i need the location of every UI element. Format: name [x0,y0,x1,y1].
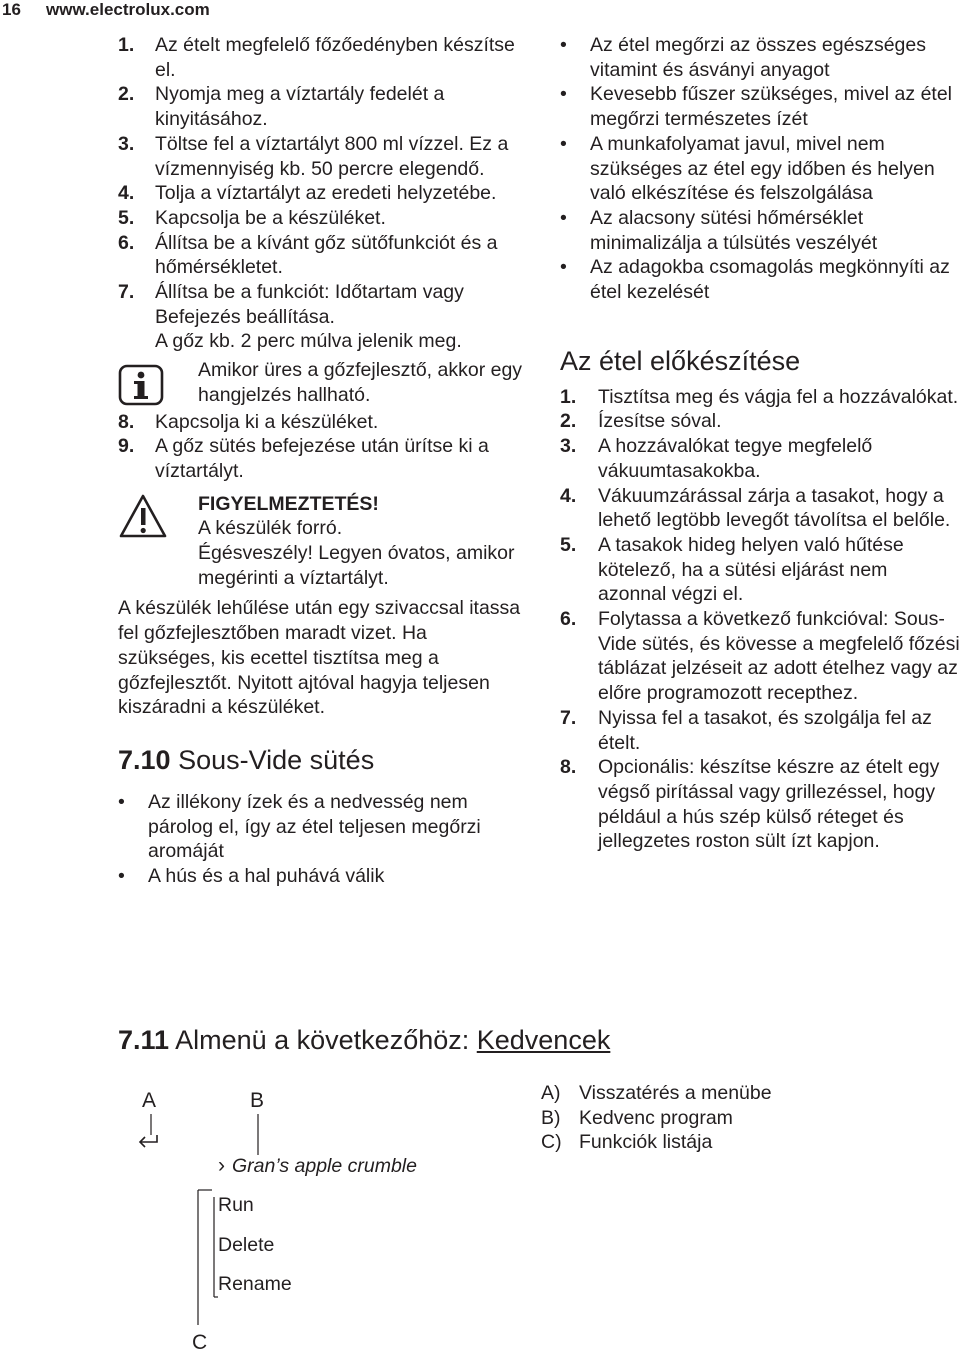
step-number: 6. [118,231,135,254]
legend-item [541,1130,772,1155]
section-number: 7.10 [118,744,171,775]
bullet-text: Kevesebb fűszer szükséges, mivel az étel megőrzi természetes ízét [590,83,953,131]
step-number: 3. [118,132,135,155]
step-number: 8. [560,756,577,779]
info-note-text: Amikor üres a gőzfejlesztő, akkor egy hangjelzés hallható. [198,359,523,406]
back-arrow-icon [140,1135,157,1147]
bullet-text: A hús és a hal puhává válik [148,865,385,888]
step-number: 2. [118,83,135,106]
step-number: 3. [560,435,577,458]
cleanup-paragraph: A készülék lehűlése után egy szivaccsal itassa fel gőzfejlesztőben maradt vizet. Ha szükséges, kis ecettel tisztítsa meg a gőzfejlesztőt. Nyitott ajtóval hagyja teljesen kiszáradni a készüléket. [118,597,521,719]
bullet-text: Az adagokba csomagolás megkönnyíti az étel kezelését [590,256,950,304]
step-number: 7. [560,706,577,729]
menu-item-delete: Delete [218,1234,275,1256]
step-number: 9. [118,435,135,458]
legend-item [541,1106,772,1131]
step-number: 1. [118,34,135,56]
diagram-label-b: B [250,1089,265,1112]
legend-key: B) [541,1106,561,1129]
menu-item-run: Run [218,1194,254,1216]
section-heading-preparation: Az étel előkészítése [560,345,801,376]
step-number: 1. [560,385,577,408]
step-text: Állítsa be a funkciót: Időtartam vagy Befejezés beállítása. [155,281,464,328]
list-item: • Az étel megőrzi az összes egészséges vitamint és ásványi anyagot [560,34,926,81]
section-title-link: Kedvencek [476,1025,611,1055]
step-text: A tasakok hideg helyen való hűtése kötelező, ha a sütési eljárást nem azonnal végzi el. [598,533,904,606]
warning-title: FIGYELMEZTETÉS! [198,492,379,515]
step-text: Töltse fel a víztartályt 800 ml vízzel. Ez a vízmennyiség kb. 50 percre elegendő. [155,132,509,180]
bullet-text: Az alacsony sütési hőmérséklet minimalizálja a túlsütés veszélyét [590,206,878,254]
diagram-label-c: C [192,1331,208,1354]
list-item: • Az adagokba csomagolás megkönnyíti az étel kezelését [560,256,950,304]
step-text: Vákuumzárással zárja a tasakot, hogy a lehető legtöbb levegőt távolítsa el belőle. [598,484,951,532]
list-item: • Az illékony ízek és a nedvesség nem párolog el, így az étel teljesen megőrzi aromáját [118,790,481,863]
menu-item-rename: Rename [218,1273,292,1295]
step-text: A gőz sütés befejezése után ürítse ki a víztartályt. [155,435,489,482]
bullet-text: A munkafolyamat javul, mivel nem szükséges az étel egy időben és helyen való elkészítése és felszolgálása [590,132,935,205]
step-number: 5. [118,206,135,229]
step-number: 8. [118,410,135,433]
bullet-text: Az étel megőrzi az összes egészséges vitamint és ásványi anyagot [590,34,926,81]
section-title-prefix: Almenü a következőhöz: [175,1025,477,1055]
list-item: • A hús és a hal puhává válik [118,865,385,888]
diagram-legend [541,1081,772,1155]
header-url: www.electrolux.com [46,0,210,19]
step-number: 5. [560,533,577,556]
legend-text: Kedvenc program [579,1106,733,1129]
legend-text: Funkciók listája [579,1131,713,1154]
list-item: • Kevesebb fűszer szükséges, mivel az étel megőrzi természetes ízét [560,83,953,131]
step-text: Ízesítse sóval. [598,410,722,433]
list-item: • A munkafolyamat javul, mivel nem szükséges az étel egy időben és helyen való elkészítése és felszolgálása [560,132,935,205]
legend-key: C) [541,1131,562,1154]
page-number: 16 [2,0,21,19]
program-name: Gran’s apple crumble [232,1155,417,1177]
section-title: Sous-Vide sütés [178,744,375,775]
list-item: • Az alacsony sütési hőmérséklet minimalizálja a túlsütés veszélyét [560,206,878,254]
step-number: 2. [560,410,577,433]
step-number: 6. [560,608,577,631]
step-extra-text: A gőz kb. 2 perc múlva jelenik meg. [155,330,462,353]
step-number: 4. [118,182,135,205]
warning-line-1: A készülék forró. [198,517,343,540]
legend-item [541,1081,772,1106]
warning-line-2: Égésveszély! Legyen óvatos, amikor megérinti a víztartályt. [198,542,515,589]
step-text: Folytassa a következő funkcióval: Sous-Vide sütés, és kövesse a megfelelő főzési táblázat jelzéseit az adott ételhez vagy az előre programozott recepthez. [598,608,960,705]
step-text: Kapcsolja ki a készüléket. [155,410,379,433]
legend-text: Visszatérés a menübe [579,1082,772,1104]
section-number: 7.11 [118,1025,170,1055]
step-text: A hozzávalókat tegye megfelelő vákuumtasakokba. [598,435,873,482]
step-text: Opcionális: készítse készre az ételt egy végső pirítással vagy grillezéssel, hogy például a hús szép külső réteget és jellegzetes roston sült ízt kapjon. [598,756,940,853]
step-text: Tisztítsa meg és vágja fel a hozzávalókat. [598,385,959,408]
step-text: Kapcsolja be a készüléket. [155,206,386,229]
step-number: 4. [560,484,577,507]
step-text: Az ételt megfelelő főzőedényben készítse el. [155,34,515,81]
bullet-text: Az illékony ízek és a nedvesség nem párolog el, így az étel teljesen megőrzi aromáját [148,790,481,863]
step-text: Tolja a víztartályt az eredeti helyzetébe. [155,182,497,205]
diagram-label-a: A [142,1089,157,1112]
legend-key: A) [541,1082,561,1104]
step-text: Nyissa fel a tasakot, és szolgálja fel az ételt. [598,706,932,754]
step-text: Állítsa be a kívánt gőz sütőfunkciót és a hőmérsékletet. [155,231,498,279]
chevron-right-icon: › [218,1154,225,1177]
step-number: 7. [118,281,135,304]
step-text: Nyomja meg a víztartály fedelét a kinyitásához. [155,83,445,131]
